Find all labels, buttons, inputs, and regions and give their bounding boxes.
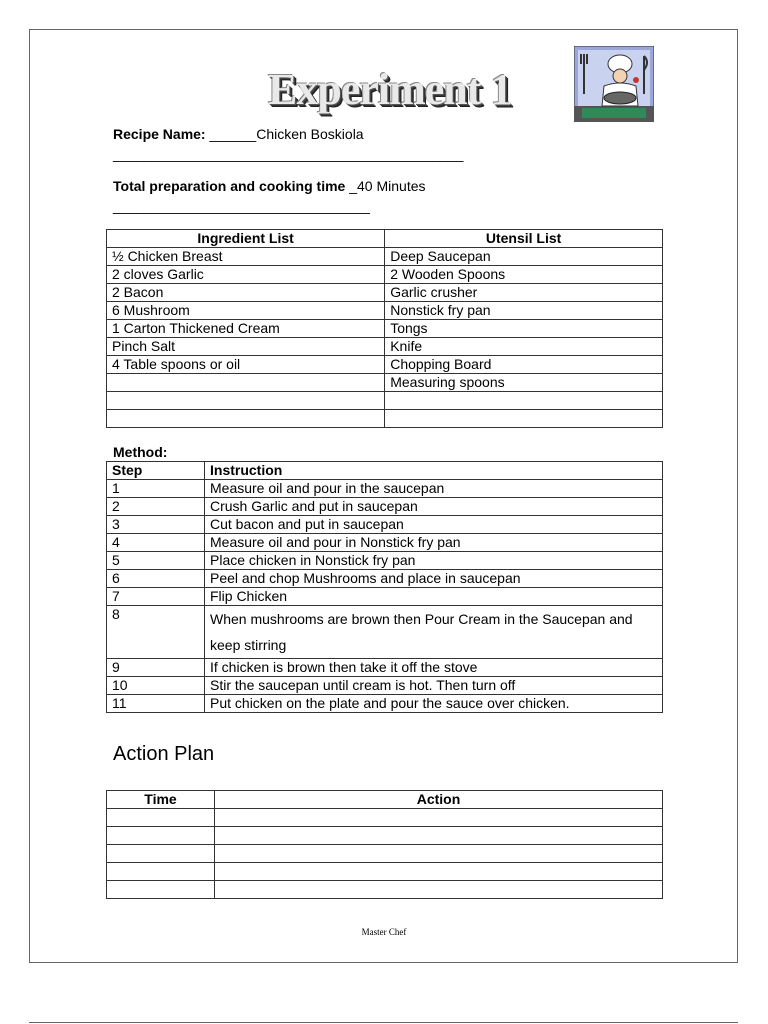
action-cell: [215, 863, 663, 881]
time-label: Total preparation and cooking time: [113, 178, 346, 194]
time-header: Time: [107, 791, 215, 809]
step-cell: 10: [107, 677, 205, 695]
utensil-cell: Nonstick fry pan: [385, 302, 663, 320]
instruction-cell: Flip Chicken: [205, 588, 663, 606]
utensil-cell: [385, 410, 663, 428]
table-row: [107, 498, 663, 516]
page-footer: Master Chef: [361, 927, 407, 937]
table-row: [107, 302, 663, 320]
table-row: [107, 284, 663, 302]
instruction-cell: Put chicken on the plate and pour the sauce over chicken.: [205, 695, 663, 713]
table-row: [107, 248, 663, 266]
time-cell: [107, 809, 215, 827]
utensil-cell: Measuring spoons: [385, 374, 663, 392]
time-blank: _: [349, 178, 358, 194]
instruction-cell: Measure oil and pour in the saucepan: [205, 480, 663, 498]
page-title: Experiment 1: [268, 65, 512, 114]
step-cell: 3: [107, 516, 205, 534]
table-row: [107, 320, 663, 338]
ingredient-cell: [107, 374, 385, 392]
recipe-name-label: Recipe Name:: [113, 126, 206, 142]
table-row: [107, 266, 663, 284]
table-row: [107, 827, 663, 845]
step-cell: 8: [107, 606, 205, 659]
table-row: [107, 338, 663, 356]
step-cell: 5: [107, 552, 205, 570]
recipe-name-blank: ______: [209, 126, 257, 142]
table-header-row: [107, 791, 663, 809]
action-cell: [215, 881, 663, 899]
time-value: 40 Minutes: [357, 178, 426, 194]
time-cell: [107, 881, 215, 899]
table-row: [107, 588, 663, 606]
method-table: [106, 461, 663, 713]
time-underline: _________________________________: [113, 198, 370, 214]
table-row: [107, 356, 663, 374]
step-cell: 9: [107, 659, 205, 677]
time-cell: [107, 845, 215, 863]
instruction-cell: Stir the saucepan until cream is hot. Then turn off: [205, 677, 663, 695]
ingredient-cell: 1 Carton Thickened Cream: [107, 320, 385, 338]
table-row: [107, 534, 663, 552]
instruction-cell: If chicken is brown then take it off the stove: [205, 659, 663, 677]
page-divider: [29, 1022, 738, 1023]
ingredient-cell: 4 Table spoons or oil: [107, 356, 385, 374]
table-row: [107, 392, 663, 410]
method-label: Method:: [113, 444, 168, 460]
recipe-name-underline: _____________________________________________: [113, 146, 464, 162]
instruction-cell: Measure oil and pour in Nonstick fry pan: [205, 534, 663, 552]
table-header-row: [107, 462, 663, 480]
step-cell: 1: [107, 480, 205, 498]
utensil-cell: Deep Saucepan: [385, 248, 663, 266]
utensil-cell: [385, 392, 663, 410]
ingredient-cell: ½ Chicken Breast: [107, 248, 385, 266]
table-row: [107, 695, 663, 713]
utensil-cell: Chopping Board: [385, 356, 663, 374]
action-cell: [215, 827, 663, 845]
time-cell: [107, 863, 215, 881]
utensil-cell: Knife: [385, 338, 663, 356]
chef-icon: [574, 46, 654, 122]
instruction-cell: Cut bacon and put in saucepan: [205, 516, 663, 534]
step-cell: 2: [107, 498, 205, 516]
instruction-cell: Place chicken in Nonstick fry pan: [205, 552, 663, 570]
ingredient-cell: 6 Mushroom: [107, 302, 385, 320]
action-header: Action: [215, 791, 663, 809]
utensil-header: Utensil List: [385, 230, 663, 248]
table-row: [107, 516, 663, 534]
utensil-cell: Garlic crusher: [385, 284, 663, 302]
action-plan-table: [106, 790, 663, 899]
step-cell: 4: [107, 534, 205, 552]
ingredient-utensil-table: [106, 229, 663, 428]
table-row: [107, 881, 663, 899]
table-row: [107, 410, 663, 428]
ingredient-cell: 2 cloves Garlic: [107, 266, 385, 284]
step-cell: 6: [107, 570, 205, 588]
recipe-name-value: Chicken Boskiola: [256, 126, 364, 142]
table-row: [107, 677, 663, 695]
table-row: [107, 552, 663, 570]
table-row: [107, 480, 663, 498]
action-cell: [215, 845, 663, 863]
table-header-row: [107, 230, 663, 248]
step-header: Step: [107, 462, 205, 480]
time-cell: [107, 827, 215, 845]
step-cell: 7: [107, 588, 205, 606]
ingredient-cell: [107, 392, 385, 410]
table-row: [107, 863, 663, 881]
table-row: [107, 570, 663, 588]
utensil-cell: 2 Wooden Spoons: [385, 266, 663, 284]
time-line: [113, 178, 426, 194]
utensil-cell: Tongs: [385, 320, 663, 338]
table-row: [107, 659, 663, 677]
ingredient-cell: [107, 410, 385, 428]
table-row: [107, 374, 663, 392]
step-cell: 11: [107, 695, 205, 713]
ingredient-cell: 2 Bacon: [107, 284, 385, 302]
action-plan-heading: Action Plan: [113, 743, 215, 765]
action-cell: [215, 809, 663, 827]
instruction-cell: When mushrooms are brown then Pour Cream in the Saucepan and keep stirring: [205, 606, 663, 659]
table-row: [107, 606, 663, 659]
ingredient-header: Ingredient List: [107, 230, 385, 248]
table-row: [107, 845, 663, 863]
instruction-cell: Crush Garlic and put in saucepan: [205, 498, 663, 516]
ingredient-cell: Pinch Salt: [107, 338, 385, 356]
instruction-header: Instruction: [205, 462, 663, 480]
table-row: [107, 809, 663, 827]
recipe-name-line: [113, 126, 364, 142]
instruction-cell: Peel and chop Mushrooms and place in saucepan: [205, 570, 663, 588]
